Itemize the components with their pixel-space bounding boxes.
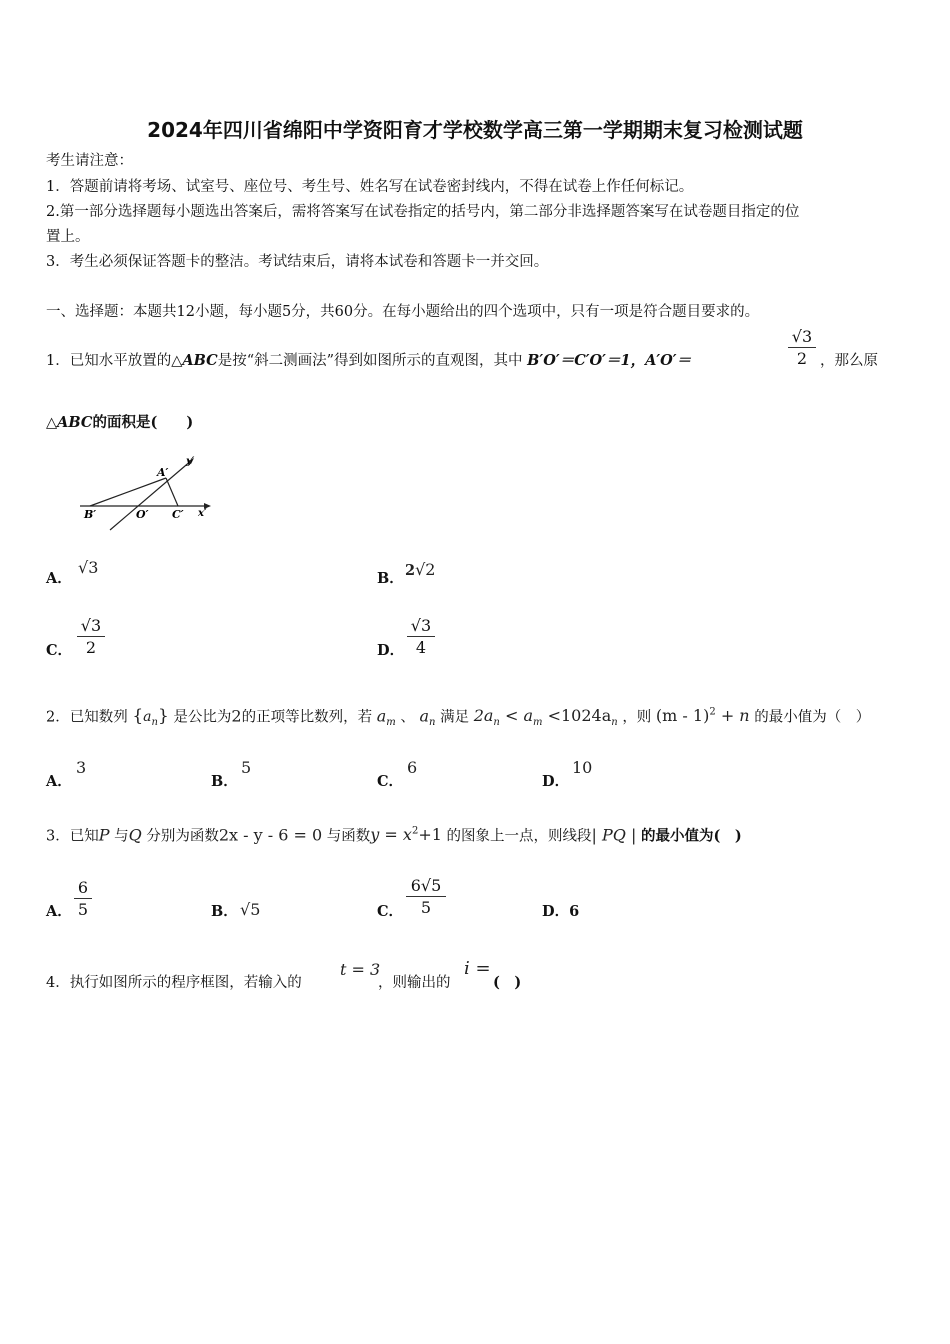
q3-c-radicand: 5 (431, 876, 442, 895)
label-o: O′ (136, 508, 149, 521)
q1-text-a: 1．已知水平放置的△ (46, 353, 183, 369)
notice-heading: 考生请注意： (46, 153, 133, 169)
q3-c-coef: 6 (410, 876, 421, 895)
q3-option-c-label: C． (377, 903, 404, 920)
notice-item-1: 1．答题前请将考场、试室号、座位号、考生号、姓名写在试卷密封线内，不得在试卷上作任何标记。 (46, 179, 694, 195)
q1-option-a-value (78, 558, 98, 577)
q3-option-b-label: B． (211, 903, 238, 920)
q1-option-c-label: C． (46, 642, 73, 659)
q1-condition: B′O′＝C′O′＝1，A′O′＝ (527, 352, 692, 369)
q2-ineq-c-sub: n (611, 717, 618, 729)
q2-expr-tail: + n (720, 706, 750, 726)
q4-p2: ，则输出的 (378, 975, 451, 991)
q3-d-label: D． (542, 903, 570, 920)
q1-option-d-value (407, 616, 435, 657)
q1-abc-2: ABC (57, 414, 93, 431)
q3-b-radicand: 5 (250, 900, 261, 919)
q4-t-expr: t = 3 (340, 960, 381, 979)
fraction-bar (788, 347, 816, 348)
q2-option-a-label: A． (46, 773, 72, 790)
q1-c-radicand: 3 (91, 616, 102, 635)
q1-figure (74, 452, 214, 532)
q2-ineq-a: 2a (473, 706, 494, 726)
q2-p3: 的正项等比数列，若 (241, 709, 373, 726)
q3-a-num: 6 (77, 878, 89, 897)
fraction-bar (407, 636, 435, 637)
q2-seq-sub: n (151, 717, 158, 729)
q3-p1: 3．已知 (46, 828, 99, 845)
label-a: A′ (157, 466, 169, 479)
q4-i-expr: i = (464, 958, 491, 979)
q1-option-b-value (405, 560, 435, 579)
q3-p4: 与函数 (326, 828, 371, 845)
q3-d-value: 6 (569, 903, 580, 920)
q2-option-d-label: D． (542, 773, 570, 790)
q2-expr-base: (m - 1) (655, 706, 710, 726)
q2-option-c-value: 6 (407, 758, 418, 777)
q1-b-coef: 2 (405, 562, 416, 579)
q3-c-den: 5 (420, 898, 432, 917)
fraction-bar (77, 636, 105, 637)
q2-lt-1: < (504, 706, 519, 726)
q3-option-d-label (542, 903, 579, 921)
sqrt-sign-icon: √ (240, 900, 251, 919)
q3-p5: 的图象上一点，则线段 (446, 828, 592, 845)
notice-item-2-cont: 置上。 (46, 229, 90, 245)
q2-option-b-label: B． (211, 773, 238, 790)
q2-an: a (419, 706, 430, 726)
q1-option-c-value (77, 616, 105, 657)
q2-ineq-b: a (523, 706, 533, 726)
q2-option-d-value: 10 (572, 758, 593, 777)
q2-an-sub: n (429, 717, 436, 729)
sqrt-sign-icon: √ (80, 616, 91, 635)
q1-b-radicand: 2 (425, 560, 436, 579)
notice-item-2: 2.第一部分选择题每小题选出答案后，需将答案写在试卷指定的括号内，第二部分非选择题答案写在试卷题目指定的位 (46, 204, 800, 220)
q3-p2: 与 (114, 828, 129, 845)
q3-line-eq: 2x - y - 6 = 0 (218, 825, 323, 845)
q1-line2 (46, 414, 193, 432)
q1-c-den: 2 (85, 638, 97, 657)
q3-P: P (98, 825, 110, 845)
q2-p1: 2．已知数列 (46, 709, 128, 726)
sqrt-sign-icon: √ (791, 327, 802, 346)
sqrt-sign-icon: √ (78, 558, 89, 577)
q2-am: a (376, 706, 387, 726)
q3-option-c-value (406, 876, 446, 917)
q1-tri: △ (46, 415, 58, 431)
sqrt-sign-icon: √ (415, 560, 426, 579)
q3-curve-base: y = x (370, 825, 412, 845)
question-3-stem (46, 823, 742, 845)
q2-am-sub: m (386, 717, 396, 729)
q2-sep: 、 (400, 709, 415, 726)
q1-abc: ABC (182, 352, 218, 369)
q1-a-radicand: 3 (88, 558, 99, 577)
q1-frac-radicand: 3 (802, 327, 813, 346)
q2-seq-a: a (143, 709, 152, 726)
q2-ratio: 2 (231, 706, 242, 726)
brace-left-icon: { (132, 706, 144, 727)
q3-option-a-label: A． (46, 903, 72, 920)
q2-ineq-c: 1024a (560, 706, 612, 726)
q2-option-b-value: 5 (241, 758, 252, 777)
q4-p1: 4．执行如图所示的程序框图，若输入的 (46, 975, 302, 991)
q3-a-den: 5 (77, 900, 89, 919)
q2-option-a-value: 3 (76, 758, 87, 777)
q2-p6: 的最小值为（ ） (754, 709, 871, 726)
q2-inequality (473, 706, 618, 729)
q1-d-radicand: 3 (421, 616, 432, 635)
q1-d-den: 4 (415, 638, 427, 657)
q1-line2-rest: 的面积是( ) (92, 414, 194, 431)
q1-frac-den: 2 (796, 349, 808, 368)
notice-item-3: 3．考生必须保证答题卡的整洁。考试结束后，请将本试卷和答题卡一并交回。 (46, 254, 549, 270)
q3-option-a-value (74, 878, 92, 919)
q3-p6: 的最小值为( ) (640, 827, 742, 845)
q3-p3: 分别为函数 (146, 828, 219, 845)
q3-curve (370, 825, 442, 844)
section-heading: 一、选择题：本题共12小题，每小题5分，共60分。在每小题给出的四个选项中，只有一项是符合题目要求的。 (46, 304, 760, 320)
question-4-stem (46, 974, 302, 992)
fraction-bar (406, 896, 446, 897)
q3-seg: | PQ | (591, 825, 637, 845)
q4-p3: ( ) (493, 974, 522, 991)
page-title: 2024年四川省绵阳中学资阳育才学校数学高三第一学期期末复习检测试题 (147, 118, 803, 142)
q2-expr-sup: 2 (709, 707, 716, 718)
q1-fraction (788, 327, 816, 368)
label-y: y′ (186, 456, 195, 467)
q2-ineq-a-sub: n (493, 717, 500, 729)
brace-right-icon: } (157, 706, 169, 727)
label-b: B′ (84, 508, 97, 521)
q3-option-b-value (240, 900, 260, 919)
q2-option-c-label: C． (377, 773, 404, 790)
q1-option-d-label: D． (377, 642, 405, 659)
fraction-bar (74, 898, 92, 899)
q2-expr (656, 706, 750, 725)
question-1-stem (46, 352, 691, 370)
q3-curve-tail: +1 (418, 825, 442, 845)
q1-text-b: 是按“斜二测画法”得到如图所示的直观图，其中 (217, 353, 523, 369)
q2-p5: ，则 (622, 709, 652, 726)
q1-option-a-label: A． (46, 570, 72, 587)
label-c: C′ (172, 508, 184, 521)
q2-lt-2: < (547, 706, 561, 726)
segment-a-c (166, 478, 178, 506)
q1-text-c: ，那么原 (820, 353, 878, 369)
q1-option-b-label: B． (377, 570, 404, 587)
sqrt-sign-icon: √ (410, 616, 421, 635)
q2-p2: 是公比为 (173, 709, 232, 726)
q2-p4: 满足 (440, 709, 470, 726)
q3-Q: Q (128, 825, 142, 845)
question-2-stem (46, 704, 870, 738)
q2-seq (132, 706, 169, 729)
sqrt-sign-icon: √ (420, 876, 432, 895)
q2-ineq-b-sub: m (533, 717, 543, 729)
label-x: x′ (198, 508, 207, 519)
q3-curve-sup: 2 (411, 826, 419, 837)
